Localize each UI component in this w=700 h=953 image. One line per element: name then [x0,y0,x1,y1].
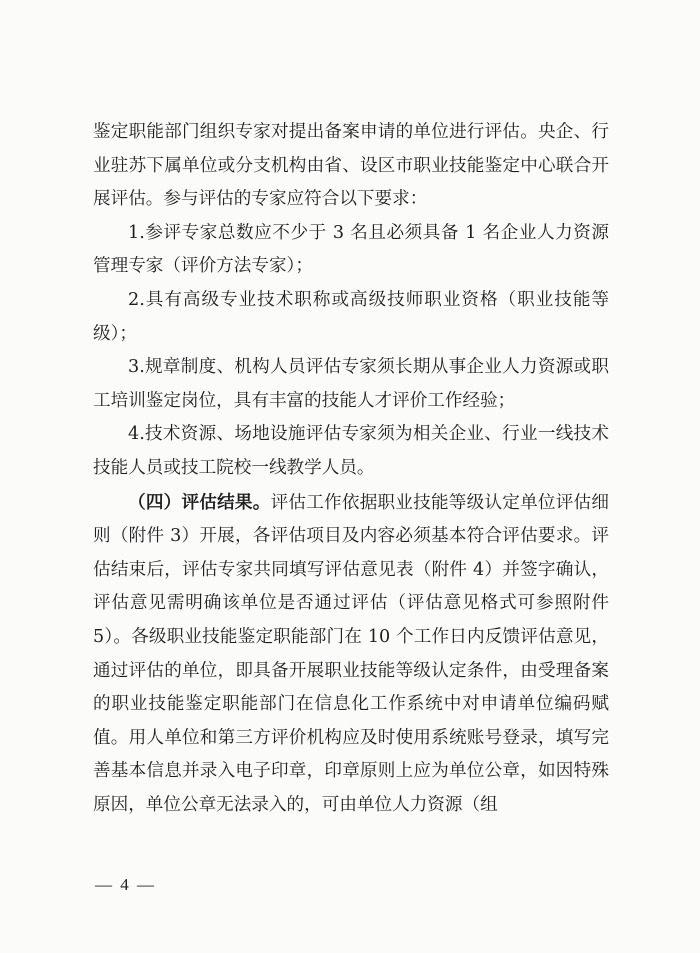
paragraph-requirement-3: 3.规章制度、机构人员评估专家须长期从事企业人力资源或职工培训鉴定岗位，具有丰富的技能人才评价工作经验； [93,357,609,411]
document-body [93,116,609,822]
paragraph-requirement-4: 4.技术资源、场地设施评估专家须为相关企业、行业一线技术技能人员或技工院校一线教学人员。 [93,424,609,478]
section-four-heading: （四）评估结果。 [128,491,271,513]
paragraph-requirement-1: 1.参评专家总数应不少于 3 名且必须具备 1 名企业人力资源管理专家（评价方法专家）； [93,222,609,277]
paragraph-evaluation-intro: 鉴定职能部门组织专家对提出备案申请的单位进行评估。央企、行业驻苏下属单位或分支机构由省、设区市职业技能鉴定中心联合开展评估。参与评估的专家应符合以下要求： [93,122,609,210]
section-four-text: 评估工作依据职业技能等级认定单位评估细则（附件 3）开展，各评估项目及内容必须基本符合评估要求。评估结束后，评估专家共同填写评估意见表（附件 4）并签字确认，评估意见需明确该单位是否通过评估（评估意见格式可参照附件 5）。各级职业技能鉴定职能部门在 10 个工作日内反馈评估意见，通过评估的单位，即具备开展职业技能等级认定条件，由受理备案的职业技能鉴定职能部门在信息化工作系统中对申请单位编码赋值。用人单位和第三方评价机构应及时使用系统账号登录，填写完善基本信息并录入电子印章，印章原则上应为单位公章，如因特殊原因，单位公章无法录入的，可由单位人力资源（组 [93,492,609,815]
page-number: — 4 — [95,875,156,894]
paragraph-requirement-2: 2.具有高级专业技术职称或高级技师职业资格（职业技能等级）； [93,289,609,344]
paragraph-section-four [93,486,609,823]
